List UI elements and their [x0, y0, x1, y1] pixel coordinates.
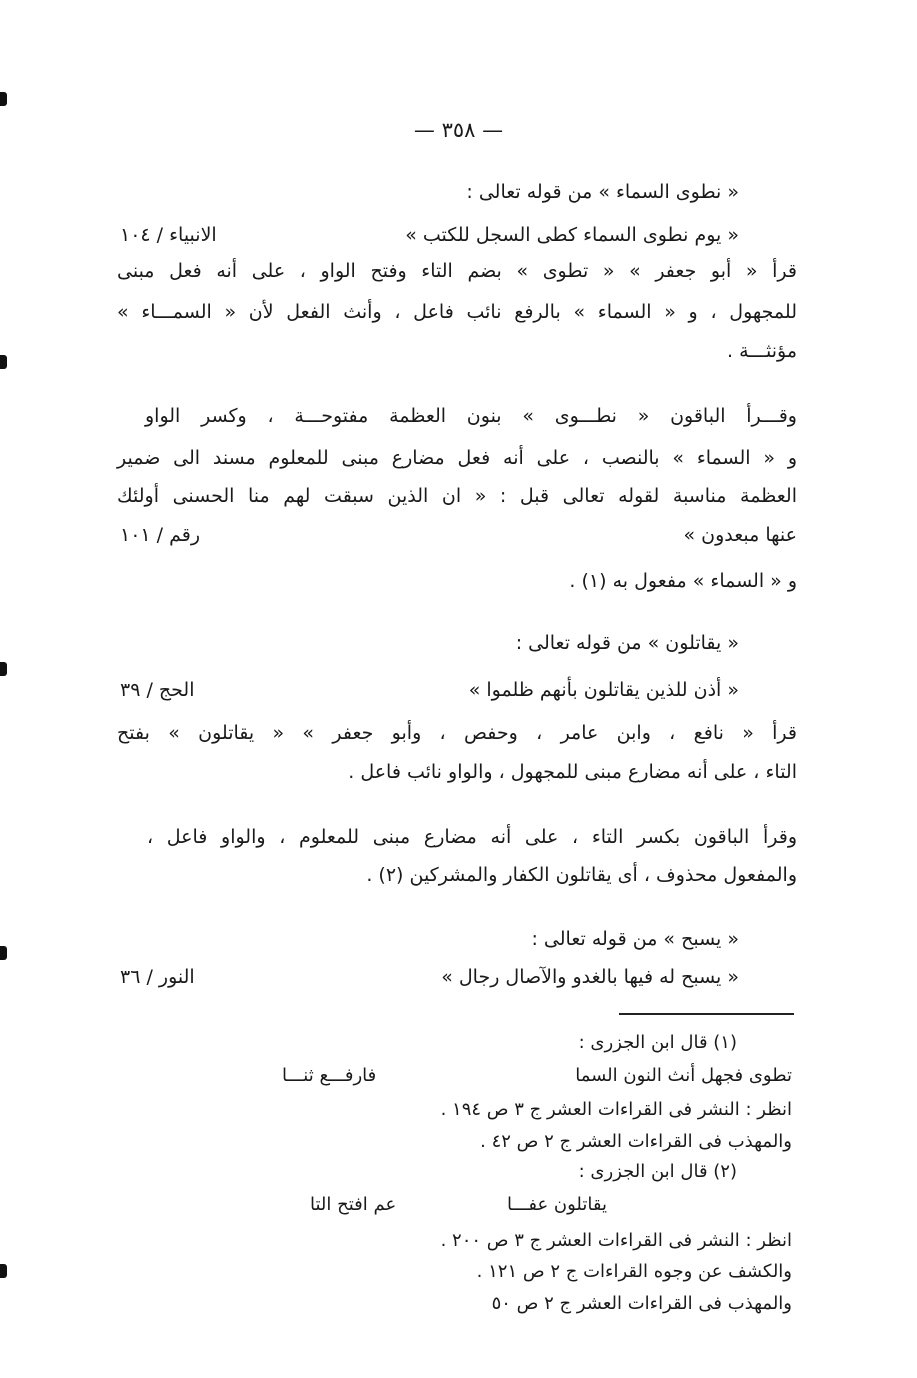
footnote-verse: فارفـــع ثنـــا [282, 1065, 377, 1086]
footnote-verse: يقاتلون عفـــا [507, 1194, 607, 1215]
margin-mark [0, 1264, 7, 1278]
body-line: مؤنثـــة . [727, 340, 797, 362]
body-line: للمجهول ، و « السماء » بالرفع نائب فاعل ، وأنث الفعل لأن « السمـــاء » [117, 301, 797, 323]
margin-mark [0, 946, 7, 960]
heading-line: « يسبح » من قوله تعالى : [531, 928, 739, 950]
verse-reference: الحج / ٣٩ [120, 679, 195, 701]
verse-line: « يوم نطوى السماء كطى السجل للكتب » [405, 224, 739, 246]
verse-reference: النور / ٣٦ [120, 966, 195, 988]
footnote-line: والمهذب فى القراءات العشر ج ٢ ص ٥٠ [491, 1293, 792, 1314]
margin-mark [0, 92, 7, 106]
body-line: وقـــرأ الباقون « نطـــوى » بنون العظمة مفتوحـــة ، وكسر الواو [145, 405, 797, 427]
footnote-line: والمهذب فى القراءات العشر ج ٢ ص ٤٢ . [480, 1131, 792, 1152]
verse-reference: الانبياء / ١٠٤ [120, 224, 217, 246]
body-line: و « السماء » بالنصب ، على أنه فعل مضارع مبنى للمعلوم مسند الى ضمير [117, 447, 797, 469]
footnote-line: والكشف عن وجوه القراءات ج ٢ ص ١٢١ . [476, 1261, 792, 1282]
body-line: العظمة مناسبة لقوله تعالى قبل : « ان الذين سبقت لهم منا الحسنى أولئك [117, 485, 797, 507]
footnote-line: (١) قال ابن الجزرى : [578, 1032, 737, 1053]
footnote-verse: تطوى فجهل أنث النون السما [575, 1065, 792, 1086]
margin-mark [0, 355, 7, 369]
page-number: — ٣٥٨ — [413, 118, 504, 142]
footnote-line: (٢) قال ابن الجزرى : [578, 1161, 737, 1182]
footnote-line: انظر : النشر فى القراءات العشر ج ٣ ص ٢٠٠ . [440, 1230, 792, 1251]
heading-line: « يقاتلون » من قوله تعالى : [515, 632, 739, 654]
body-line: والمفعول محذوف ، أى يقاتلون الكفار والمشركين (٢) . [366, 864, 797, 886]
footnote-separator [619, 1013, 794, 1015]
body-line: عنها مبعدون » [683, 524, 797, 546]
heading-line: « نطوى السماء » من قوله تعالى : [466, 181, 739, 203]
body-line: التاء ، على أنه مضارع مبنى للمجهول ، والواو نائب فاعل . [348, 761, 797, 783]
footnote-verse: عم افتح التا [310, 1194, 397, 1215]
footnote-line: انظر : النشر فى القراءات العشر ج ٣ ص ١٩٤ . [440, 1099, 792, 1120]
body-line: قرأ « أبو جعفر » « تطوى » بضم التاء وفتح الواو ، على أنه فعل مبنى [117, 260, 797, 282]
margin-mark [0, 662, 7, 676]
body-line: قرأ « نافع ، وابن عامر ، وحفص ، وأبو جعفر » « يقاتلون » بفتح [117, 722, 797, 744]
verse-line: « يسبح له فيها بالغدو والآصال رجال » [441, 966, 739, 988]
verse-reference: رقم / ١٠١ [120, 524, 201, 546]
body-line: و « السماء » مفعول به (١) . [569, 570, 797, 592]
body-line: وقرأ الباقون بكسر التاء ، على أنه مضارع مبنى للمعلوم ، والواو فاعل ، [147, 826, 797, 848]
verse-line: « أذن للذين يقاتلون بأنهم ظلموا » [468, 679, 739, 701]
